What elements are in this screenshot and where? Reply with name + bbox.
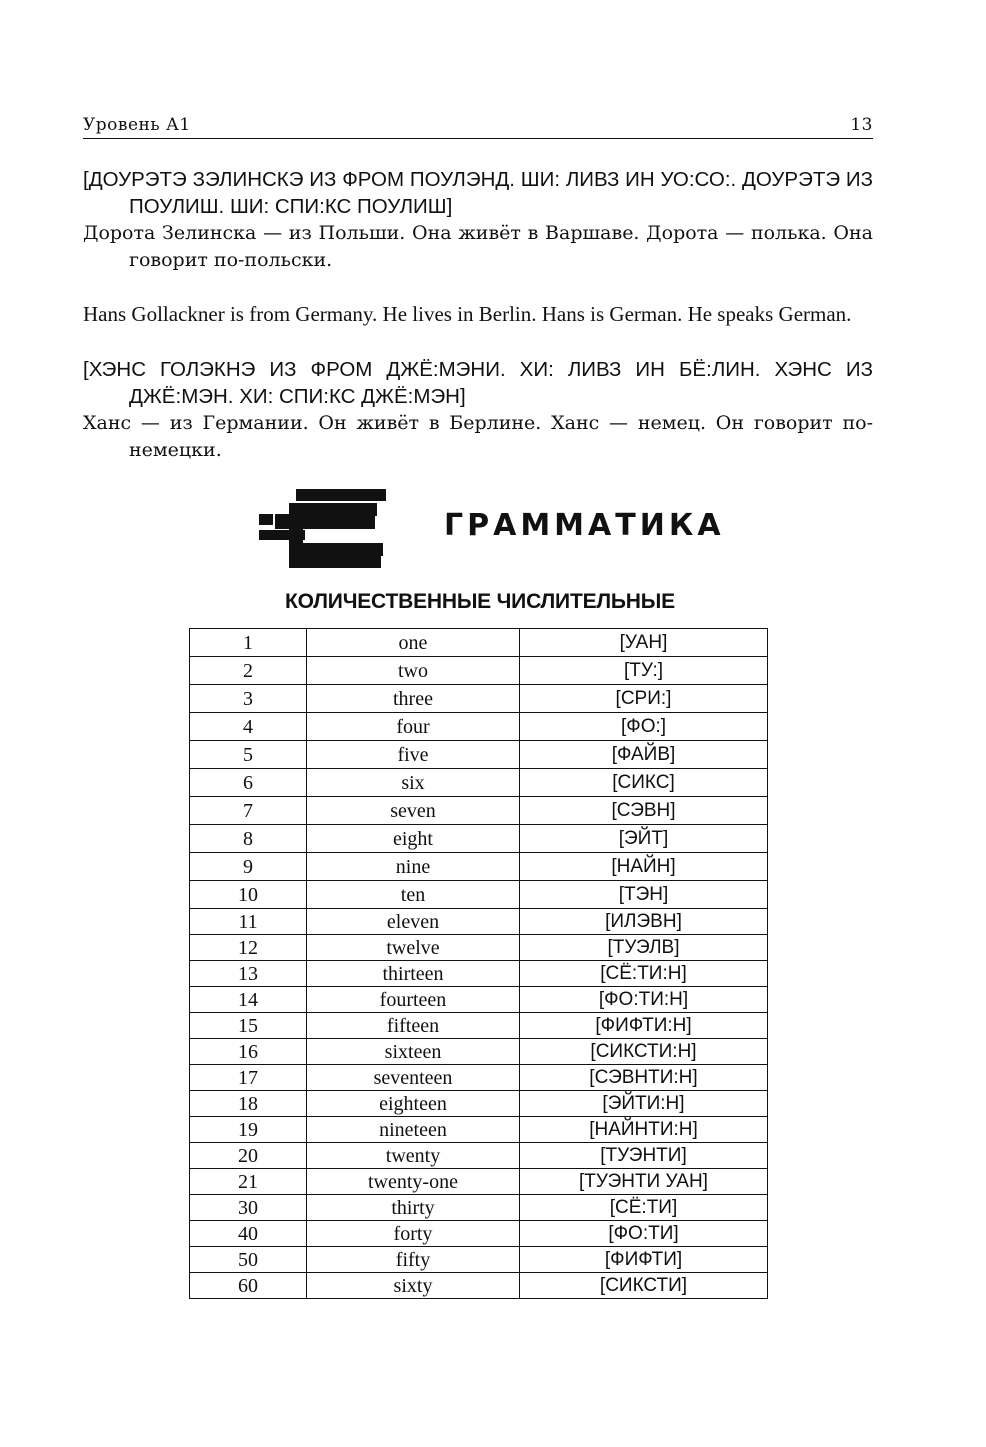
- english-word-cell: seven: [307, 797, 520, 825]
- english-word-cell: fifty: [307, 1247, 520, 1273]
- pronunciation-cell: [ИЛЭВН]: [520, 909, 768, 935]
- english-paragraph-2: Hans Gollackner is from Germany. He lives in Berlin. Hans is German. He speaks German.: [83, 302, 852, 326]
- table-row: [190, 1221, 768, 1247]
- running-header: [83, 112, 873, 139]
- english-word-cell: one: [307, 629, 520, 657]
- table-row: [190, 1169, 768, 1195]
- pronunciation-cell: [ТЭН]: [520, 881, 768, 909]
- english-word-cell: twenty-one: [307, 1169, 520, 1195]
- pronunciation-cell: [ФАЙВ]: [520, 741, 768, 769]
- table-row: [190, 1273, 768, 1299]
- transcription-paragraph-1: [ДОУРЭТЭ ЗЭЛИНСКЭ ИЗ ФРОМ ПОУЛЭНД. ШИ: ЛИВЗ ИН УО:СО:. ДОУРЭТЭ ИЗ ПОУЛИШ. ШИ: СПИ:КС ПОУЛИШ]: [83, 168, 873, 218]
- pronunciation-cell: [УАН]: [520, 629, 768, 657]
- english-word-cell: eleven: [307, 909, 520, 935]
- numeral-cell: 10: [190, 881, 307, 909]
- table-row: [190, 1117, 768, 1143]
- english-word-cell: four: [307, 713, 520, 741]
- pronunciation-cell: [СЭВНТИ:Н]: [520, 1065, 768, 1091]
- pronunciation-cell: [СЭВН]: [520, 797, 768, 825]
- transcription-paragraph-2: [ХЭНС ГОЛЭКНЭ ИЗ ФРОМ ДЖЁ:МЭНИ. ХИ: ЛИВЗ ИН БЁ:ЛИН. ХЭНС ИЗ ДЖЁ:МЭН. ХИ: СПИ:КС ДЖЁ:МЭН]: [83, 358, 873, 408]
- pronunciation-cell: [ТУ:]: [520, 657, 768, 685]
- table-row: [190, 1065, 768, 1091]
- table-title: КОЛИЧЕСТВЕННЫЕ ЧИСЛИТЕЛЬНЫЕ: [285, 590, 675, 613]
- numerals-table: [189, 628, 768, 1299]
- table-row: [190, 713, 768, 741]
- english-word-cell: eight: [307, 825, 520, 853]
- english-word-cell: three: [307, 685, 520, 713]
- numeral-cell: 30: [190, 1195, 307, 1221]
- numeral-cell: 17: [190, 1065, 307, 1091]
- table-row: [190, 741, 768, 769]
- numeral-cell: 21: [190, 1169, 307, 1195]
- pronunciation-cell: [ФИФТИ]: [520, 1247, 768, 1273]
- table-row: [190, 629, 768, 657]
- pronunciation-cell: [СРИ:]: [520, 685, 768, 713]
- table-row: [190, 1143, 768, 1169]
- pronunciation-cell: [ЭЙТ]: [520, 825, 768, 853]
- numeral-cell: 6: [190, 769, 307, 797]
- pronunciation-cell: [СИКСТИ]: [520, 1273, 768, 1299]
- english-word-cell: thirty: [307, 1195, 520, 1221]
- numeral-cell: 12: [190, 935, 307, 961]
- table-row: [190, 825, 768, 853]
- section-title: ГРАММАТИКА: [444, 508, 725, 543]
- pronunciation-cell: [НАЙНТИ:Н]: [520, 1117, 768, 1143]
- pronunciation-cell: [ФО:ТИ]: [520, 1221, 768, 1247]
- pronunciation-cell: [СИКС]: [520, 769, 768, 797]
- table-row: [190, 853, 768, 881]
- pronunciation-cell: [СЁ:ТИ:Н]: [520, 961, 768, 987]
- pronunciation-cell: [ТУЭЛВ]: [520, 935, 768, 961]
- numeral-cell: 9: [190, 853, 307, 881]
- table-row: [190, 797, 768, 825]
- table-row: [190, 1247, 768, 1273]
- table-row: [190, 769, 768, 797]
- numeral-cell: 4: [190, 713, 307, 741]
- translation-paragraph-1: Дорота Зелинска — из Польши. Она живёт в Варшаве. Дорота — полька. Она говорит по-польски.: [83, 222, 873, 271]
- english-word-cell: nineteen: [307, 1117, 520, 1143]
- table-row: [190, 961, 768, 987]
- english-word-cell: five: [307, 741, 520, 769]
- english-word-cell: nine: [307, 853, 520, 881]
- english-word-cell: twenty: [307, 1143, 520, 1169]
- numeral-cell: 1: [190, 629, 307, 657]
- english-word-cell: twelve: [307, 935, 520, 961]
- pronunciation-cell: [СИКСТИ:Н]: [520, 1039, 768, 1065]
- numeral-cell: 2: [190, 657, 307, 685]
- numeral-cell: 40: [190, 1221, 307, 1247]
- english-word-cell: two: [307, 657, 520, 685]
- numeral-cell: 20: [190, 1143, 307, 1169]
- table-row: [190, 1039, 768, 1065]
- table-row: [190, 881, 768, 909]
- books-stack-icon: [259, 486, 387, 570]
- english-word-cell: thirteen: [307, 961, 520, 987]
- page-number: 13: [850, 115, 873, 135]
- numeral-cell: 3: [190, 685, 307, 713]
- english-word-cell: seventeen: [307, 1065, 520, 1091]
- table-row: [190, 1195, 768, 1221]
- translation-paragraph-2: Ханс — из Германии. Он живёт в Берлине. Ханс — немец. Он говорит по-немецки.: [83, 412, 873, 461]
- table-row: [190, 935, 768, 961]
- english-word-cell: forty: [307, 1221, 520, 1247]
- numeral-cell: 15: [190, 1013, 307, 1039]
- english-word-cell: eighteen: [307, 1091, 520, 1117]
- pronunciation-cell: [ФО:ТИ:Н]: [520, 987, 768, 1013]
- numeral-cell: 50: [190, 1247, 307, 1273]
- table-row: [190, 909, 768, 935]
- numeral-cell: 5: [190, 741, 307, 769]
- numeral-cell: 14: [190, 987, 307, 1013]
- numeral-cell: 19: [190, 1117, 307, 1143]
- pronunciation-cell: [ФО:]: [520, 713, 768, 741]
- english-word-cell: six: [307, 769, 520, 797]
- numeral-cell: 16: [190, 1039, 307, 1065]
- level-label: Уровень А1: [83, 115, 191, 135]
- table-row: [190, 987, 768, 1013]
- table-row: [190, 657, 768, 685]
- table-row: [190, 1091, 768, 1117]
- numeral-cell: 7: [190, 797, 307, 825]
- table-row: [190, 1013, 768, 1039]
- numeral-cell: 60: [190, 1273, 307, 1299]
- english-word-cell: sixty: [307, 1273, 520, 1299]
- pronunciation-cell: [СЁ:ТИ]: [520, 1195, 768, 1221]
- table-row: [190, 685, 768, 713]
- pronunciation-cell: [ТУЭНТИ УАН]: [520, 1169, 768, 1195]
- pronunciation-cell: [НАЙН]: [520, 853, 768, 881]
- pronunciation-cell: [ФИФТИ:Н]: [520, 1013, 768, 1039]
- numeral-cell: 18: [190, 1091, 307, 1117]
- english-word-cell: fifteen: [307, 1013, 520, 1039]
- pronunciation-cell: [ЭЙТИ:Н]: [520, 1091, 768, 1117]
- numeral-cell: 13: [190, 961, 307, 987]
- english-word-cell: fourteen: [307, 987, 520, 1013]
- numeral-cell: 8: [190, 825, 307, 853]
- english-word-cell: ten: [307, 881, 520, 909]
- pronunciation-cell: [ТУЭНТИ]: [520, 1143, 768, 1169]
- english-word-cell: sixteen: [307, 1039, 520, 1065]
- numeral-cell: 11: [190, 909, 307, 935]
